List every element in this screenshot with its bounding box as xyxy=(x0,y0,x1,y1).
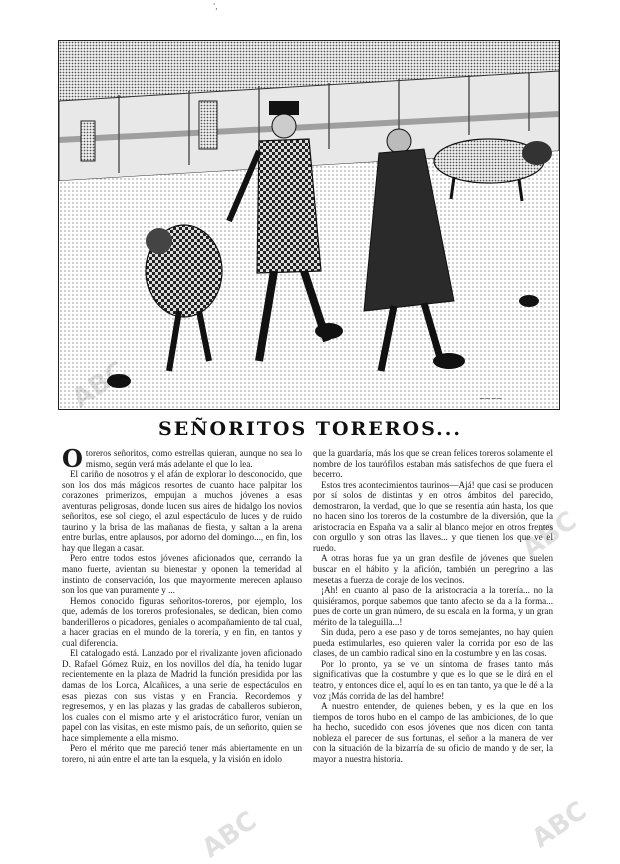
article-paragraph: Otoreros señoritos, como estrellas quieran, aunque no sea lo mismo, según verá más adelante el que lo lea. xyxy=(62,444,302,473)
article-paragraph: Hemos conocido figuras señoritos-toreros, por ejemplo, los que, además de los toreros profesionales, se dedican, bien como banderilleros o picadores, geniales o acompañamiento de tal cual, a hacer gracias en el mundo de la torería, y en fin, en tantos y cual diferencia. xyxy=(62,595,302,648)
article-paragraph: Pero entre todos estos jóvenes aficionados que, cerrando la mano fuerte, avientan su bienestar y oponen la temeridad al instinto de conservación, los que mayormente merecen aplauso son los que van puramente y ... xyxy=(62,553,302,596)
article-paragraph: A nuestro entender, de quienes beben, y es la que en los tiempos de toros hubo en el campo de las ambiciones, de lo que ha hecho, sucedido con esos jóvenes que nos dicen con tanta nobleza el parecer de sus fortunas, el señor a la manera de ver con la situación de la bizarría de su oficio de mando y de ser, la mayor a nuestra historia. xyxy=(313,701,553,764)
drop-cap: O xyxy=(62,444,83,473)
abc-watermark: ABC xyxy=(526,795,593,855)
illustration-drawing xyxy=(59,41,559,409)
article-paragraph: El catalogado está. Lanzado por el rivalizante joven aficionado D. Rafael Gómez Ruiz, en los novillos del día, ha tenido lugar recientemente en la plaza de Madrid la función presidida por las damas de los Lorca, Alcañices, a una serie de espectáculos en esas piezas con sus vistas y en Francia. Recordemos y regresemos, y en las plazas y las gradas de caballeros subieron, los cuales con el mismo arte y el aristocrático furor, venían un papel con las visitas, en este mismo país, de un señorito, quien se hace simplemente a ella mismo. xyxy=(62,648,302,743)
article-headline: SEÑORITOS TOREROS... xyxy=(157,418,462,440)
abc-watermark: ABC xyxy=(516,505,583,565)
article-column-left xyxy=(62,444,302,764)
bullring-illustration xyxy=(58,40,560,410)
article-paragraph: Pero el mérito que me pareció tener más abiertamente en un torero, ni aún entre el arte tan la esquela, y la visión en idolo xyxy=(62,743,302,764)
article-paragraph: El cariño de nosotros y el afán de explorar lo desconocido, que son los dos más mágicos resortes de cuanto hace palpitar los corazones primerizos, empujan a muchos jóvenes a esas aventuras peligrosas, donde lucen sus aires de hidalgo los novios señoritos, ese sol ciego, el azul espectáculo de luces y de ruido taurino y la brisa de las mañanas de fiesta, y saltan a la arena entre burlas, entre aplausos, por adorno del domingo..., en fin, los hay que llegan a casar. xyxy=(62,469,302,553)
article-paragraph: Estos tres acontecimientos taurinos—Ajá! que casi se producen por sí solos de distintas y en otros ámbitos del parecido, demostraron, la verdad, que lo que se resentía aún hasta, los que no hacen sino los toreros de la costumbre de la diversión, que la aristocracia en España va a salir al blanco mejor en otros frentes con orgullo y son otras las llaves... y que tienen los que ve el ruedo. xyxy=(313,479,553,553)
article-paragraph: Sin duda, pero a ese paso y de toros semejantes, no hay quien pueda estimularles, eso quieren valer la corrida por eso de las clases, de un cambio radical sino en la costumbre y en las cosas. xyxy=(313,627,553,659)
article-paragraph: que la guardaría, más los que se crean felices toreros solamente el nombre de los taurófilos estaban más satisfechos de que fuera el becerro. xyxy=(313,448,553,480)
spectator-figure xyxy=(199,101,217,149)
article-column-right xyxy=(313,448,553,764)
abc-watermark: ABC xyxy=(196,805,263,864)
spectator-figure xyxy=(81,121,95,161)
illustrator-signature: ~~~~ xyxy=(479,395,503,403)
article-paragraph: A otras horas fue ya un gran desfile de jóvenes que suelen buscar en el hábito y la afición, también un peregrino a las mesetas a fuerza de coraje de los vecinos. xyxy=(313,553,553,585)
page-top-mark: ', xyxy=(213,2,218,11)
article-paragraph: Por lo pronto, ya se ve un síntoma de frases tanto más significativas que la costumbre y que es lo que se le dirá en el teatro, y entonces dice el, aquí lo es en tan tanto, ya que le dé a la voz ¡Más corrida de las del hambre! xyxy=(313,658,553,701)
article-paragraph: ¡Ah! en cuanto al paso de la aristocracia a la torería... no la quisiéramos, porque sabemos que tanto afecto se da a la forma... pues de corte un gran número, de su escala en la forma, y un gran mérito de la taleguilla...! xyxy=(313,585,553,627)
